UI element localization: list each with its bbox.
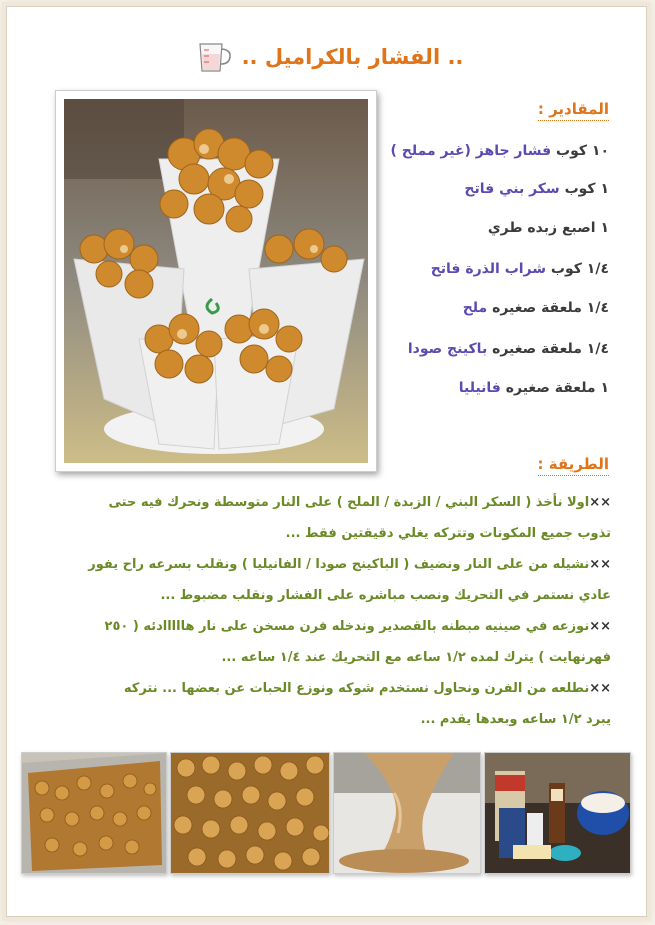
ingredient-item: ١ اصبع زبده طري	[487, 220, 609, 236]
photo-ingredients	[484, 752, 631, 874]
method-steps	[55, 487, 611, 735]
page-title: .. الفشار بالكراميل ..	[241, 45, 464, 69]
caramel-popcorn-photo	[55, 90, 377, 472]
step-line: ××نطلعه من الفرن ونحاول نستخدم شوكه ونوزع الحبات عن بعضها ... نتركه	[123, 681, 611, 696]
method-heading: الطريقة :	[538, 455, 609, 476]
ingredient-item: ١/٤ ملعقة صغيره باكينج صودا	[407, 341, 609, 357]
title-row	[0, 40, 655, 74]
step-line: عادي نستمر في التحريك ونصب مباشره على الفشار ونقلب مضبوط ...	[160, 588, 611, 603]
step-line: ××نوزعه في صينيه مبطنه بالقصدير وندخله فرن مسخن على نار هااااادئه ( ٢٥٠	[104, 619, 611, 634]
step-line: يبرد ١/٢ ساعه وبعدها يقدم ...	[420, 712, 611, 727]
photo-popcorn-closeup	[170, 752, 330, 874]
ingredient-item: ١ كوب سكر بني فاتح	[464, 181, 609, 197]
ingredient-item: ١٠ كوب فشار جاهز (غير مملح )	[390, 143, 609, 159]
ingredient-item: ١/٤ كوب شراب الذرة فاتح	[430, 261, 609, 277]
step-line: تذوب جميع المكونات وتتركه يغلي دقيقتين فقط ...	[285, 526, 611, 541]
ingredients-heading: المقادير :	[538, 100, 609, 121]
step-line: ××اولا نأخذ ( السكر البني / الزبدة / الملح ) على النار متوسطة ونحرك فيه حتى	[108, 495, 611, 510]
step-line: ××نشيله من على النار ونضيف ( الباكينج صودا / الفانيليا ) ونقلب بسرعه راح يفور	[88, 557, 611, 572]
photo-caramel-pour	[333, 752, 481, 874]
photo-baked-tray	[21, 752, 167, 874]
measuring-cup-icon	[192, 40, 234, 74]
ingredient-item: ١/٤ ملعقة صغيره ملح	[462, 300, 609, 316]
step-line: فهرنهايت ) يترك لمده ١/٢ ساعه مع التحريك عند ١/٤ ساعه ...	[221, 650, 611, 665]
ingredient-item: ١ ملعقة صغيره فانيليا	[458, 380, 609, 396]
